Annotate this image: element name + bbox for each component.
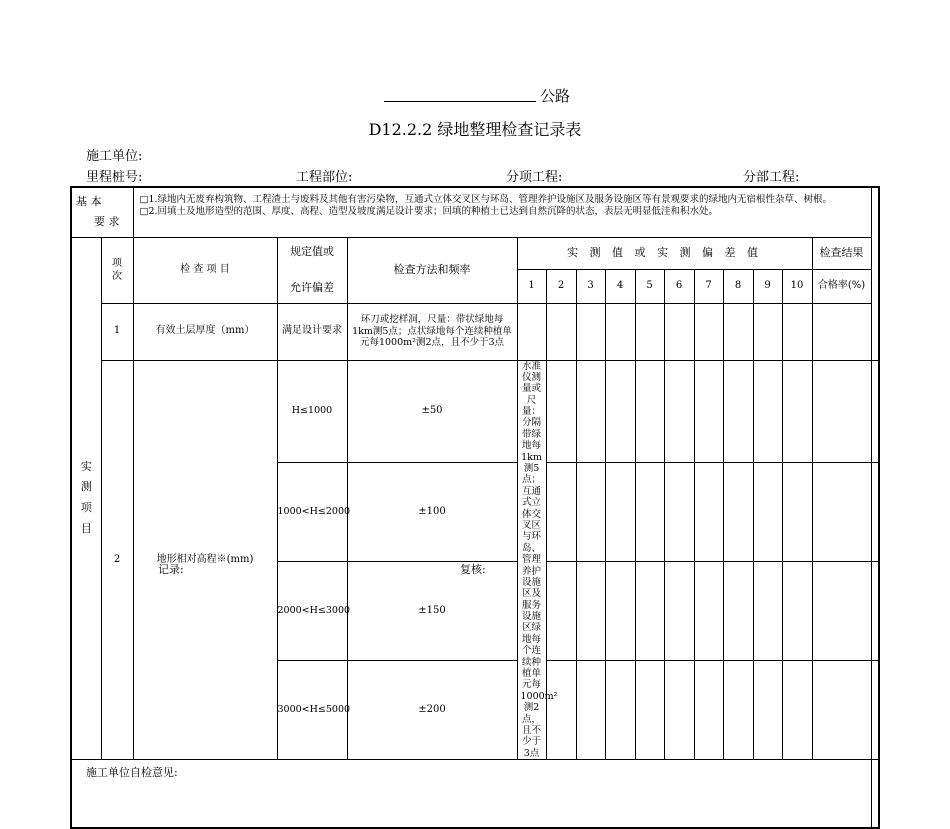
- row1-spec: 满足设计要求: [277, 303, 347, 360]
- value-cell[interactable]: [635, 303, 664, 360]
- record-label: 记录:: [158, 563, 184, 576]
- row2-no: 2: [101, 360, 133, 760]
- result-cell[interactable]: [871, 360, 879, 462]
- col-10-header: 10: [782, 269, 812, 303]
- value-cell[interactable]: [812, 360, 871, 462]
- row2-method: 水准仪测量或尺量：分隔带绿地每1km测5点；互通式立体交叉区与环岛、管理养护设施区及服务设施区绿地每个连续种植单元每1000m²测2点，且不少于3点: [517, 360, 546, 760]
- value-cell[interactable]: [605, 462, 635, 561]
- value-cell[interactable]: [546, 561, 576, 660]
- requirement-2: □2.回填土及地形造型的范围、厚度、高程、造型及坡度满足设计要求；回填的种植土已达到自然沉降的状态，表层无明显低洼和积水处。: [139, 205, 719, 217]
- inspection-table: [70, 186, 880, 829]
- result-cell[interactable]: [871, 661, 879, 760]
- value-cell[interactable]: [546, 462, 576, 561]
- measured-items-label: 实 测 项 目: [71, 237, 101, 760]
- value-cell[interactable]: [546, 360, 576, 462]
- page-title: D12.2.2 绿地整理检查记录表: [368, 120, 582, 139]
- value-cell[interactable]: [812, 661, 871, 760]
- value-cell[interactable]: [782, 303, 812, 360]
- check-item-header: 检 查 项 目: [133, 237, 277, 303]
- value-cell[interactable]: [753, 360, 782, 462]
- value-cell[interactable]: [546, 661, 576, 760]
- value-cell[interactable]: [753, 462, 782, 561]
- row2-range-4: 3000<H≤5000: [277, 661, 347, 760]
- item-no-header: 项次: [101, 237, 133, 303]
- construction-unit-label: 施工单位:: [86, 149, 143, 164]
- result-cell[interactable]: [812, 303, 871, 360]
- col-5-header: 5: [635, 269, 664, 303]
- value-cell[interactable]: [694, 561, 723, 660]
- basic-requirements-label: [71, 187, 133, 237]
- value-cell[interactable]: [753, 661, 782, 760]
- value-cell[interactable]: [635, 661, 664, 760]
- row2-range-3: 2000<H≤3000: [277, 561, 347, 660]
- row2-spec-3: ±150: [347, 561, 517, 660]
- value-cell[interactable]: [723, 561, 753, 660]
- col-3-header: 3: [576, 269, 605, 303]
- col-2-header: 2: [546, 269, 576, 303]
- value-cell[interactable]: [576, 561, 605, 660]
- col-8-header: 8: [723, 269, 753, 303]
- row2-range-1: H≤1000: [277, 360, 347, 462]
- value-cell[interactable]: [664, 462, 694, 561]
- road-suffix: 公路: [540, 87, 571, 105]
- value-cell[interactable]: [605, 360, 635, 462]
- row2-spec-1: ±50: [347, 360, 517, 462]
- col-4-header: 4: [605, 269, 635, 303]
- basic-requirements-text: [133, 187, 871, 237]
- value-cell[interactable]: [576, 661, 605, 760]
- value-cell[interactable]: [723, 303, 753, 360]
- value-cell[interactable]: [664, 561, 694, 660]
- value-cell[interactable]: [576, 303, 605, 360]
- method-header: 检查方法和频率: [347, 237, 517, 303]
- value-cell[interactable]: [576, 462, 605, 561]
- value-cell[interactable]: [694, 360, 723, 462]
- value-cell[interactable]: [517, 303, 546, 360]
- value-cell[interactable]: [635, 561, 664, 660]
- value-cell[interactable]: [605, 303, 635, 360]
- sub-item-label: 分项工程:: [506, 170, 563, 185]
- result-cell[interactable]: [871, 462, 879, 561]
- value-cell[interactable]: [723, 661, 753, 760]
- value-cell[interactable]: [605, 661, 635, 760]
- result-header: 检查结果: [812, 237, 871, 269]
- value-cell[interactable]: [546, 303, 576, 360]
- value-cell[interactable]: [576, 360, 605, 462]
- review-label: 复核:: [460, 563, 486, 576]
- value-cell[interactable]: [694, 303, 723, 360]
- value-cell[interactable]: [782, 462, 812, 561]
- self-check-opinion[interactable]: 施工单位自检意见:: [71, 760, 871, 828]
- value-cell[interactable]: [635, 462, 664, 561]
- value-cell[interactable]: [812, 462, 871, 561]
- value-cell[interactable]: [782, 360, 812, 462]
- spec-line2: 允许偏差: [290, 281, 334, 294]
- value-cell[interactable]: [753, 303, 782, 360]
- value-cell[interactable]: [694, 462, 723, 561]
- col-1-header: 1: [517, 269, 546, 303]
- value-cell[interactable]: [723, 462, 753, 561]
- row2-range-2: 1000<H≤2000: [277, 462, 347, 561]
- value-cell[interactable]: [723, 360, 753, 462]
- spec-line1: 规定值或: [290, 245, 334, 259]
- row1-item: 有效土层厚度（mm）: [133, 303, 277, 360]
- row2-item: 地形相对高程※(mm): [133, 360, 277, 760]
- basic-label-line1: 基 本: [76, 195, 102, 208]
- col-7-header: 7: [694, 269, 723, 303]
- mileage-label: 里程桩号:: [86, 170, 143, 185]
- project-part-label: 工程部位:: [296, 170, 353, 185]
- result-cell[interactable]: [871, 561, 879, 660]
- value-cell[interactable]: [694, 661, 723, 760]
- value-cell[interactable]: [664, 661, 694, 760]
- value-cell[interactable]: [635, 360, 664, 462]
- row2-spec-4: ±200: [347, 661, 517, 760]
- road-name-blank-line: [384, 101, 536, 102]
- requirement-1: □1.绿地内无废弃构筑物、工程渣土与废料及其他有害污染物，互通式立体交叉区与环岛、管理养护设施区及服务设施区等有景观要求的绿地内无宿根性杂草、树根。: [139, 194, 833, 205]
- value-cell[interactable]: [664, 360, 694, 462]
- pass-rate-header: 合格率(%): [812, 269, 871, 303]
- value-cell[interactable]: [812, 561, 871, 660]
- value-cell[interactable]: [753, 561, 782, 660]
- row1-method: 环刀或挖样洞，尺量：带状绿地每1km测5点；点状绿地每个连续种植单元每1000m²测2点，且不少于3点: [347, 303, 517, 360]
- basic-label-line2: 要 求: [94, 214, 120, 228]
- col-6-header: 6: [664, 269, 694, 303]
- sub-part-label: 分部工程:: [743, 170, 800, 185]
- value-cell[interactable]: [664, 303, 694, 360]
- value-cell[interactable]: [605, 561, 635, 660]
- col-9-header: 9: [753, 269, 782, 303]
- row1-no: 1: [101, 303, 133, 360]
- spec-header: [277, 237, 347, 303]
- measured-values-header: 实 测 值 或 实 测 偏 差 值: [517, 237, 812, 269]
- value-cell[interactable]: [782, 661, 812, 760]
- row2-spec-2: ±100: [347, 462, 517, 561]
- value-cell[interactable]: [782, 561, 812, 660]
